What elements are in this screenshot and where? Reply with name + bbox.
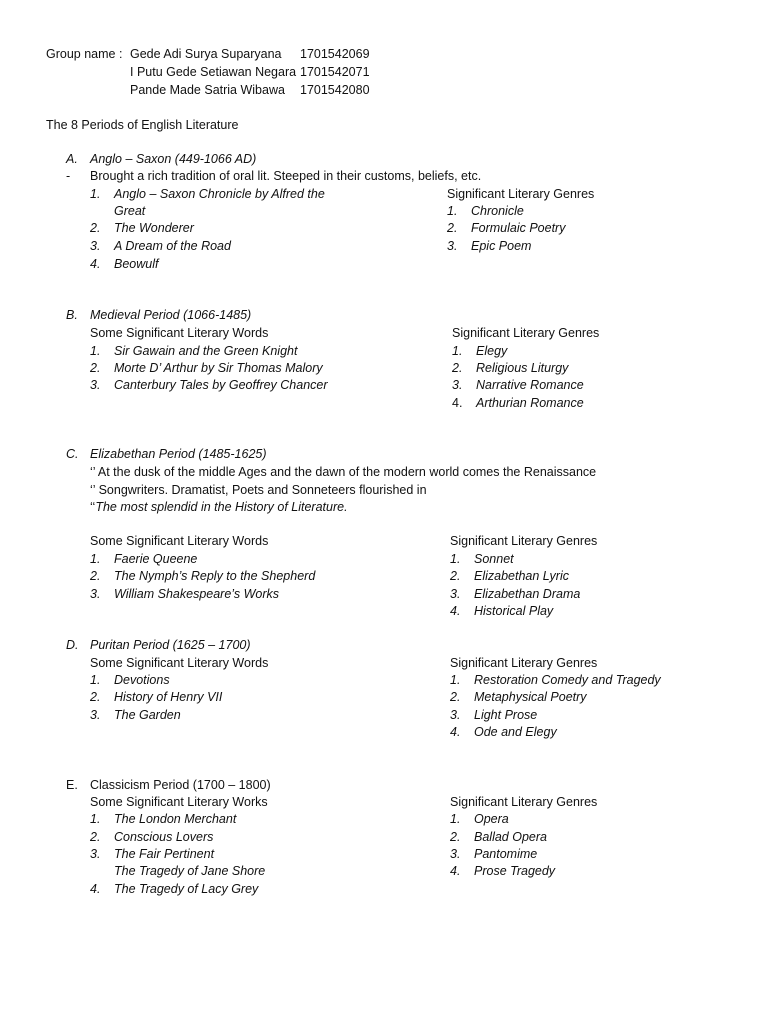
- genre-item: 3. Narrative Romance: [452, 378, 584, 392]
- genres-label: Significant Literary Genres: [450, 534, 598, 548]
- section-note: ‘’ At the dusk of the middle Ages and the dawn of the modern world comes the Renaissance: [90, 465, 597, 479]
- list-item: 3. The Garden: [90, 708, 181, 722]
- genre-item: 4. Arthurian Romance: [452, 396, 584, 410]
- section-letter: D.: [66, 638, 79, 652]
- section-note: Brought a rich tradition of oral lit. Steeped in their customs, beliefs, etc.: [90, 169, 482, 183]
- genres-label: Significant Literary Genres: [452, 326, 600, 340]
- list-item: 3. Canterbury Tales by Geoffrey Chancer: [90, 378, 328, 392]
- section-heading: Classicism Period (1700 – 1800): [90, 778, 271, 792]
- list-item-continuation: Great: [114, 204, 146, 218]
- genre-item: 4. Ode and Elegy: [450, 725, 557, 739]
- member-name: Gede Adi Surya Suparyana: [130, 47, 282, 61]
- bullet-mark: -: [66, 169, 71, 183]
- section-note: ‘‘The most splendid in the History of Literature.: [90, 500, 348, 514]
- list-item: 1. Faerie Queene: [90, 552, 198, 566]
- list-item: 1. Sir Gawain and the Green Knight: [90, 344, 298, 358]
- genre-item: 2. Ballad Opera: [450, 830, 547, 844]
- list-item: 2. History of Henry VII: [90, 690, 223, 704]
- genre-item: 2. Elizabethan Lyric: [450, 569, 569, 583]
- genre-item: 3. Light Prose: [450, 708, 538, 722]
- group-label: Group name :: [46, 47, 123, 61]
- genres-label: Significant Literary Genres: [450, 795, 598, 809]
- genres-label: Significant Literary Genres: [450, 656, 598, 670]
- list-item: 3. A Dream of the Road: [90, 239, 231, 253]
- genre-item: 1. Chronicle: [447, 204, 524, 218]
- member-id: 1701542080: [300, 83, 370, 97]
- genre-item: 4. Prose Tragedy: [450, 864, 556, 878]
- list-item: 3. William Shakespeare’s Works: [90, 587, 279, 601]
- list-item: 4. Beowulf: [90, 257, 159, 271]
- genre-item: 4. Historical Play: [450, 604, 554, 618]
- member-id: 1701542071: [300, 65, 370, 79]
- member-id: 1701542069: [300, 47, 370, 61]
- list-item-continuation: The Tragedy of Jane Shore: [114, 864, 266, 878]
- list-item: 2. The Wonderer: [90, 221, 194, 235]
- section-heading: Puritan Period (1625 – 1700): [90, 638, 251, 652]
- section-note: ‘’ Songwriters. Dramatist, Poets and Sonneteers flourished in: [90, 483, 427, 497]
- genre-item: 2. Metaphysical Poetry: [450, 690, 587, 704]
- list-item: 2. Conscious Lovers: [90, 830, 214, 844]
- genre-item: 3. Pantomime: [450, 847, 538, 861]
- works-label: Some Significant Literary Works: [90, 795, 268, 809]
- section-letter: A.: [66, 152, 78, 166]
- genre-item: 1. Sonnet: [450, 552, 514, 566]
- section-letter: E.: [66, 778, 78, 792]
- genres-label: Significant Literary Genres: [447, 187, 595, 201]
- section-heading: Elizabethan Period (1485-1625): [90, 447, 267, 461]
- works-label: Some Significant Literary Words: [90, 656, 269, 670]
- genre-item: 1. Elegy: [452, 344, 508, 358]
- works-label: Some Significant Literary Words: [90, 326, 269, 340]
- section-letter: B.: [66, 308, 78, 322]
- list-item: 2. The Nymph’s Reply to the Shepherd: [90, 569, 316, 583]
- genre-item: 3. Epic Poem: [447, 239, 532, 253]
- list-item: 3. The Fair Pertinent: [90, 847, 215, 861]
- list-item: 1. Anglo – Saxon Chronicle by Alfred the: [90, 187, 325, 201]
- section-heading: Medieval Period (1066-1485): [90, 308, 252, 322]
- section-heading: Anglo – Saxon (449-1066 AD): [90, 152, 257, 166]
- list-item: 1. Devotions: [90, 673, 170, 687]
- genre-item: 3. Elizabethan Drama: [450, 587, 581, 601]
- list-item: 2. Morte D’ Arthur by Sir Thomas Malory: [90, 361, 323, 375]
- list-item: 4. The Tragedy of Lacy Grey: [90, 882, 259, 896]
- document-title: The 8 Periods of English Literature: [46, 118, 239, 132]
- genre-item: 1. Opera: [450, 812, 509, 826]
- member-name: I Putu Gede Setiawan Negara: [130, 65, 297, 79]
- section-letter: C.: [66, 447, 79, 461]
- genre-item: 2. Formulaic Poetry: [447, 221, 566, 235]
- genre-item: 2. Religious Liturgy: [452, 361, 569, 375]
- member-name: Pande Made Satria Wibawa: [130, 83, 285, 97]
- list-item: 1. The London Merchant: [90, 812, 237, 826]
- genre-item: 1. Restoration Comedy and Tragedy: [450, 673, 661, 687]
- works-label: Some Significant Literary Words: [90, 534, 269, 548]
